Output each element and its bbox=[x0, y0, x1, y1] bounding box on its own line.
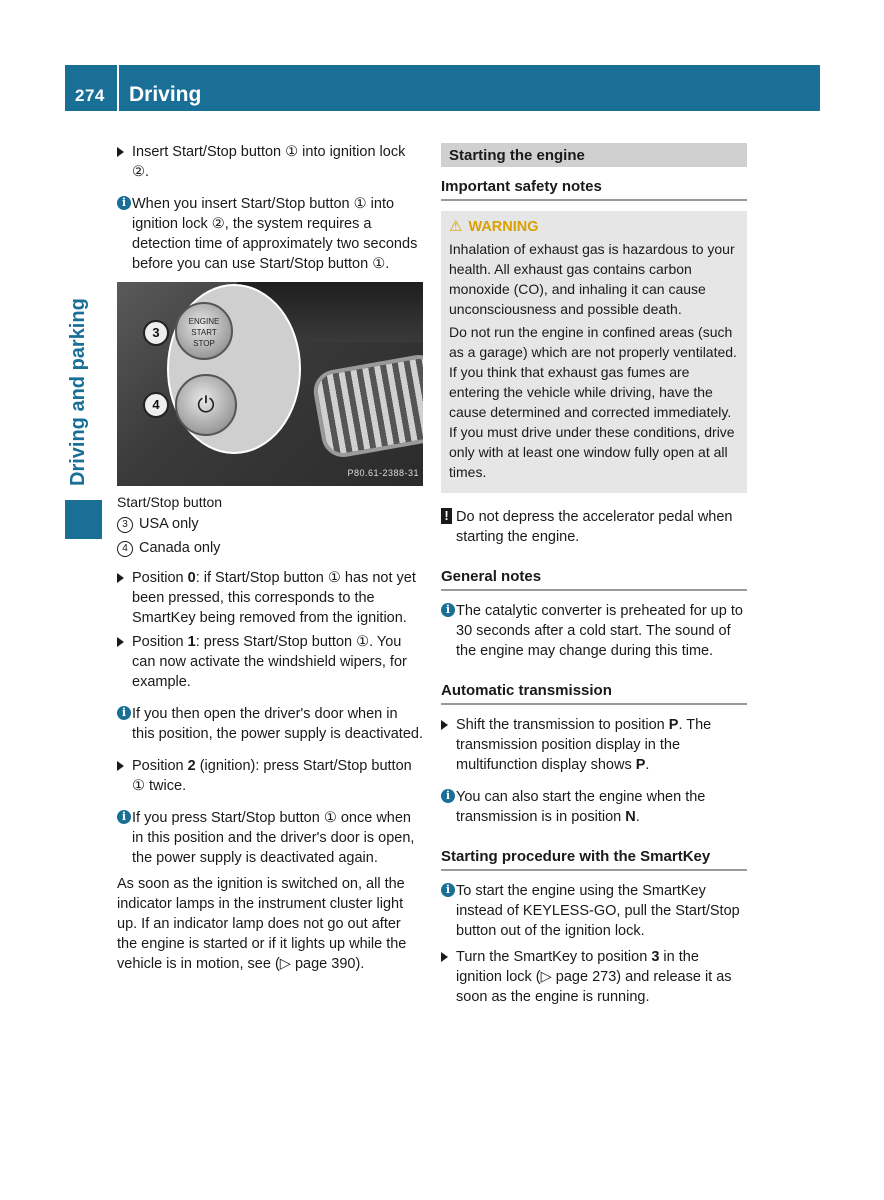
callout-number: 4 bbox=[143, 392, 169, 418]
knob-text-start: START bbox=[191, 328, 217, 337]
arrow-icon bbox=[117, 637, 124, 647]
step-text: Position 2 (ignition): press Start/Stop button ① twice. bbox=[132, 758, 412, 794]
step-shift bbox=[441, 715, 747, 775]
warning-text: Do not run the engine in confined areas (such as a garage) which are not properly ventilated. If you think that exhaust gas fumes are entering the vehicle while driving, have the cause determined and corrected immediately. If you must drive under these conditions, drive only with at least one window fully open at all times. bbox=[449, 324, 737, 480]
knob-text-engine: ENGINE bbox=[188, 317, 220, 326]
subsection-smartkey: Starting procedure with the SmartKey bbox=[441, 847, 747, 871]
exclamation-icon: ! bbox=[441, 508, 452, 524]
legend-number: 4 bbox=[117, 541, 133, 557]
info-note bbox=[117, 808, 423, 868]
info-icon: i bbox=[441, 883, 455, 897]
legend-label: USA only bbox=[139, 516, 199, 532]
step-position-0 bbox=[117, 568, 423, 628]
note-text: The catalytic converter is preheated for up to 30 seconds after a cold start. The sound of the engine may change during this time. bbox=[456, 603, 743, 659]
side-tab-gap bbox=[65, 111, 102, 272]
arrow-icon bbox=[117, 573, 124, 583]
warning-title: ⚠ WARNING bbox=[449, 218, 539, 235]
step-text: Insert Start/Stop button ① into ignition lock ②. bbox=[132, 144, 406, 180]
callout-number: 3 bbox=[143, 320, 169, 346]
step-turn-smartkey bbox=[441, 947, 747, 1007]
left-column bbox=[117, 142, 423, 986]
note-text: To start the engine using the SmartKey instead of KEYLESS-GO, pull the Start/Stop button out of the ignition lock. bbox=[456, 883, 740, 939]
note-text: You can also start the engine when the transmission is in position N. bbox=[456, 789, 706, 825]
start-stop-photo bbox=[117, 282, 423, 486]
section-title: Starting the engine bbox=[441, 143, 747, 167]
info-note bbox=[117, 194, 423, 274]
info-icon: i bbox=[441, 603, 455, 617]
indicator-paragraph: As soon as the ignition is switched on, all the indicator lamps in the instrument cluster light up. If an indicator lamp does not go out after the engine is started or if it lights up while the vehicle is in motion, see (▷ page 390). bbox=[117, 876, 407, 972]
step-text: Position 1: press Start/Stop button ①. You can now activate the windshield wipers, for example. bbox=[132, 634, 407, 690]
legend-item bbox=[117, 512, 423, 536]
engine-start-stop-knob bbox=[175, 302, 233, 360]
info-note bbox=[441, 601, 747, 661]
step-position-2 bbox=[117, 756, 423, 796]
info-icon: i bbox=[117, 196, 131, 210]
info-icon: i bbox=[117, 810, 131, 824]
arrow-icon bbox=[117, 761, 124, 771]
note-text: Do not depress the accelerator pedal when starting the engine. bbox=[456, 509, 733, 545]
figure-code: P80.61-2388-31 bbox=[347, 468, 419, 478]
arrow-icon bbox=[117, 147, 124, 157]
warning-box bbox=[441, 211, 747, 493]
page-number: 274 bbox=[75, 86, 105, 105]
step-position-1 bbox=[117, 632, 423, 692]
step-text: Position 0: if Start/Stop button ① has not yet been pressed, this corresponds to the SmartKey being removed from the ignition. bbox=[132, 570, 416, 626]
knob-text-stop: STOP bbox=[193, 339, 215, 348]
warning-text: Inhalation of exhaust gas is hazardous to your health. All exhaust gas contains carbon monoxide (CO), and inhaling it can cause unconsciousness and possible death. bbox=[449, 241, 735, 317]
legend-number: 3 bbox=[117, 517, 133, 533]
subsection-general: General notes bbox=[441, 567, 747, 591]
step-text: Shift the transmission to position P. The transmission position display in the multifunction display shows P. bbox=[456, 717, 712, 773]
chapter-label: Driving and parking bbox=[67, 298, 89, 486]
arrow-icon bbox=[441, 952, 448, 962]
side-tab-marker bbox=[65, 500, 102, 539]
right-column bbox=[441, 143, 747, 1019]
step-insert bbox=[117, 142, 423, 182]
canada-knob: ⏻ bbox=[175, 374, 237, 436]
air-vent-image bbox=[310, 352, 423, 461]
note-text: If you then open the driver's door when in this position, the power supply is deactivated. bbox=[132, 706, 423, 742]
step-text: Turn the SmartKey to position 3 in the ignition lock (▷ page 273) and release it as soon as the engine is running. bbox=[456, 949, 732, 1005]
arrow-icon bbox=[441, 720, 448, 730]
legend-label: Canada only bbox=[139, 540, 221, 556]
header-divider bbox=[117, 65, 119, 111]
page-title: Driving bbox=[129, 83, 202, 106]
legend-item bbox=[117, 536, 423, 560]
note-text: If you press Start/Stop button ① once when in this position and the driver's door is open, the power supply is deactivated again. bbox=[132, 810, 415, 866]
info-note bbox=[117, 704, 423, 744]
info-icon: i bbox=[117, 706, 131, 720]
note-text: When you insert Start/Stop button ① into ignition lock ②, the system requires a detection time of approximately two seconds before you can use Start/Stop button ①. bbox=[132, 196, 418, 272]
info-note bbox=[441, 881, 747, 941]
info-note bbox=[441, 787, 747, 827]
subsection-automatic: Automatic transmission bbox=[441, 681, 747, 705]
figure-caption: Start/Stop button bbox=[117, 494, 223, 510]
caution-note bbox=[441, 507, 747, 547]
info-icon: i bbox=[441, 789, 455, 803]
subsection-safety: Important safety notes bbox=[441, 177, 747, 201]
warning-triangle-icon: ⚠ bbox=[449, 218, 463, 235]
